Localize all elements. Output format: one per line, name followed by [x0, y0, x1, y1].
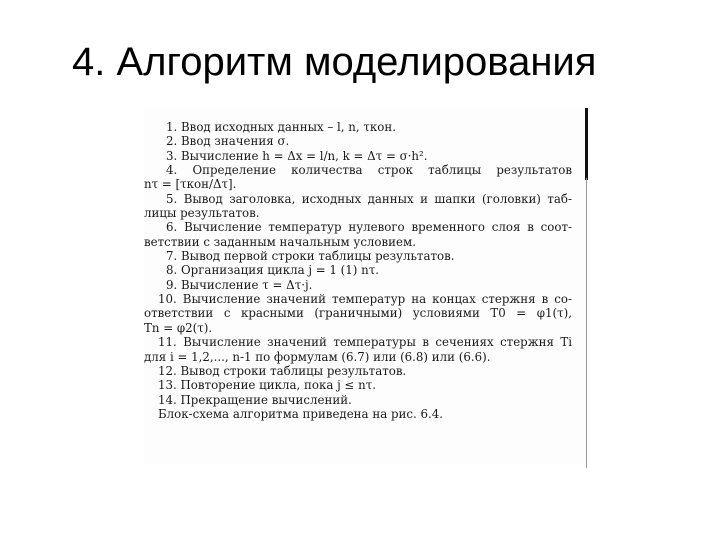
- document-line: ветствии с заданным начальным условием.: [144, 234, 416, 249]
- document-line: ответствии с красными (граничными) условиями T0 = φ1(τ),: [144, 306, 572, 321]
- document-line: 13. Повторение цикла, пока j ≤ nτ.: [158, 378, 377, 393]
- document-line: 5. Вывод заголовка, исходных данных и шапки (головки) таб-: [166, 191, 572, 206]
- document-line: 6. Вычисление температур нулевого временного слоя в соот-: [166, 220, 572, 235]
- document-line: 12. Вывод строки таблицы результатов.: [158, 363, 407, 378]
- document-line: 9. Вычисление τ = Δτ·j.: [166, 277, 313, 292]
- document-line: 7. Вывод первой строки таблицы результатов.: [166, 249, 455, 264]
- document-line: Tn = φ2(τ).: [144, 320, 213, 335]
- document-line: 8. Организация цикла j = 1 (1) nτ.: [166, 263, 380, 278]
- slide-title: 4. Алгоритм моделирования: [72, 40, 597, 84]
- document-line: 14. Прекращение вычислений.: [158, 392, 352, 407]
- document-line: 4. Определение количества строк таблицы результатов: [166, 163, 572, 178]
- algorithm-steps: [144, 120, 584, 421]
- document-line: nτ = [τкон/Δτ].: [144, 177, 237, 192]
- scanned-text-image: [144, 108, 588, 464]
- document-line: 11. Вычисление значений температуры в сечениях стержня Ti: [158, 335, 572, 350]
- scan-edge-mark: [585, 108, 588, 180]
- scan-edge-shadow: [586, 178, 587, 468]
- document-line: Блок-схема алгоритма приведена на рис. 6.4.: [158, 406, 444, 421]
- document-line: 10. Вычисление значений температур на концах стержня в со-: [158, 292, 572, 307]
- document-line: 3. Вычисление h = Δx = l/n, k = Δτ = σ·h².: [166, 148, 428, 163]
- document-line: 1. Ввод исходных данных – l, n, τкон.: [166, 120, 397, 134]
- document-line: 2. Ввод значения σ.: [166, 134, 290, 149]
- document-line: лицы результатов.: [144, 206, 260, 221]
- document-line: для i = 1,2,..., n-1 по формулам (6.7) или (6.8) или (6.6).: [144, 349, 491, 364]
